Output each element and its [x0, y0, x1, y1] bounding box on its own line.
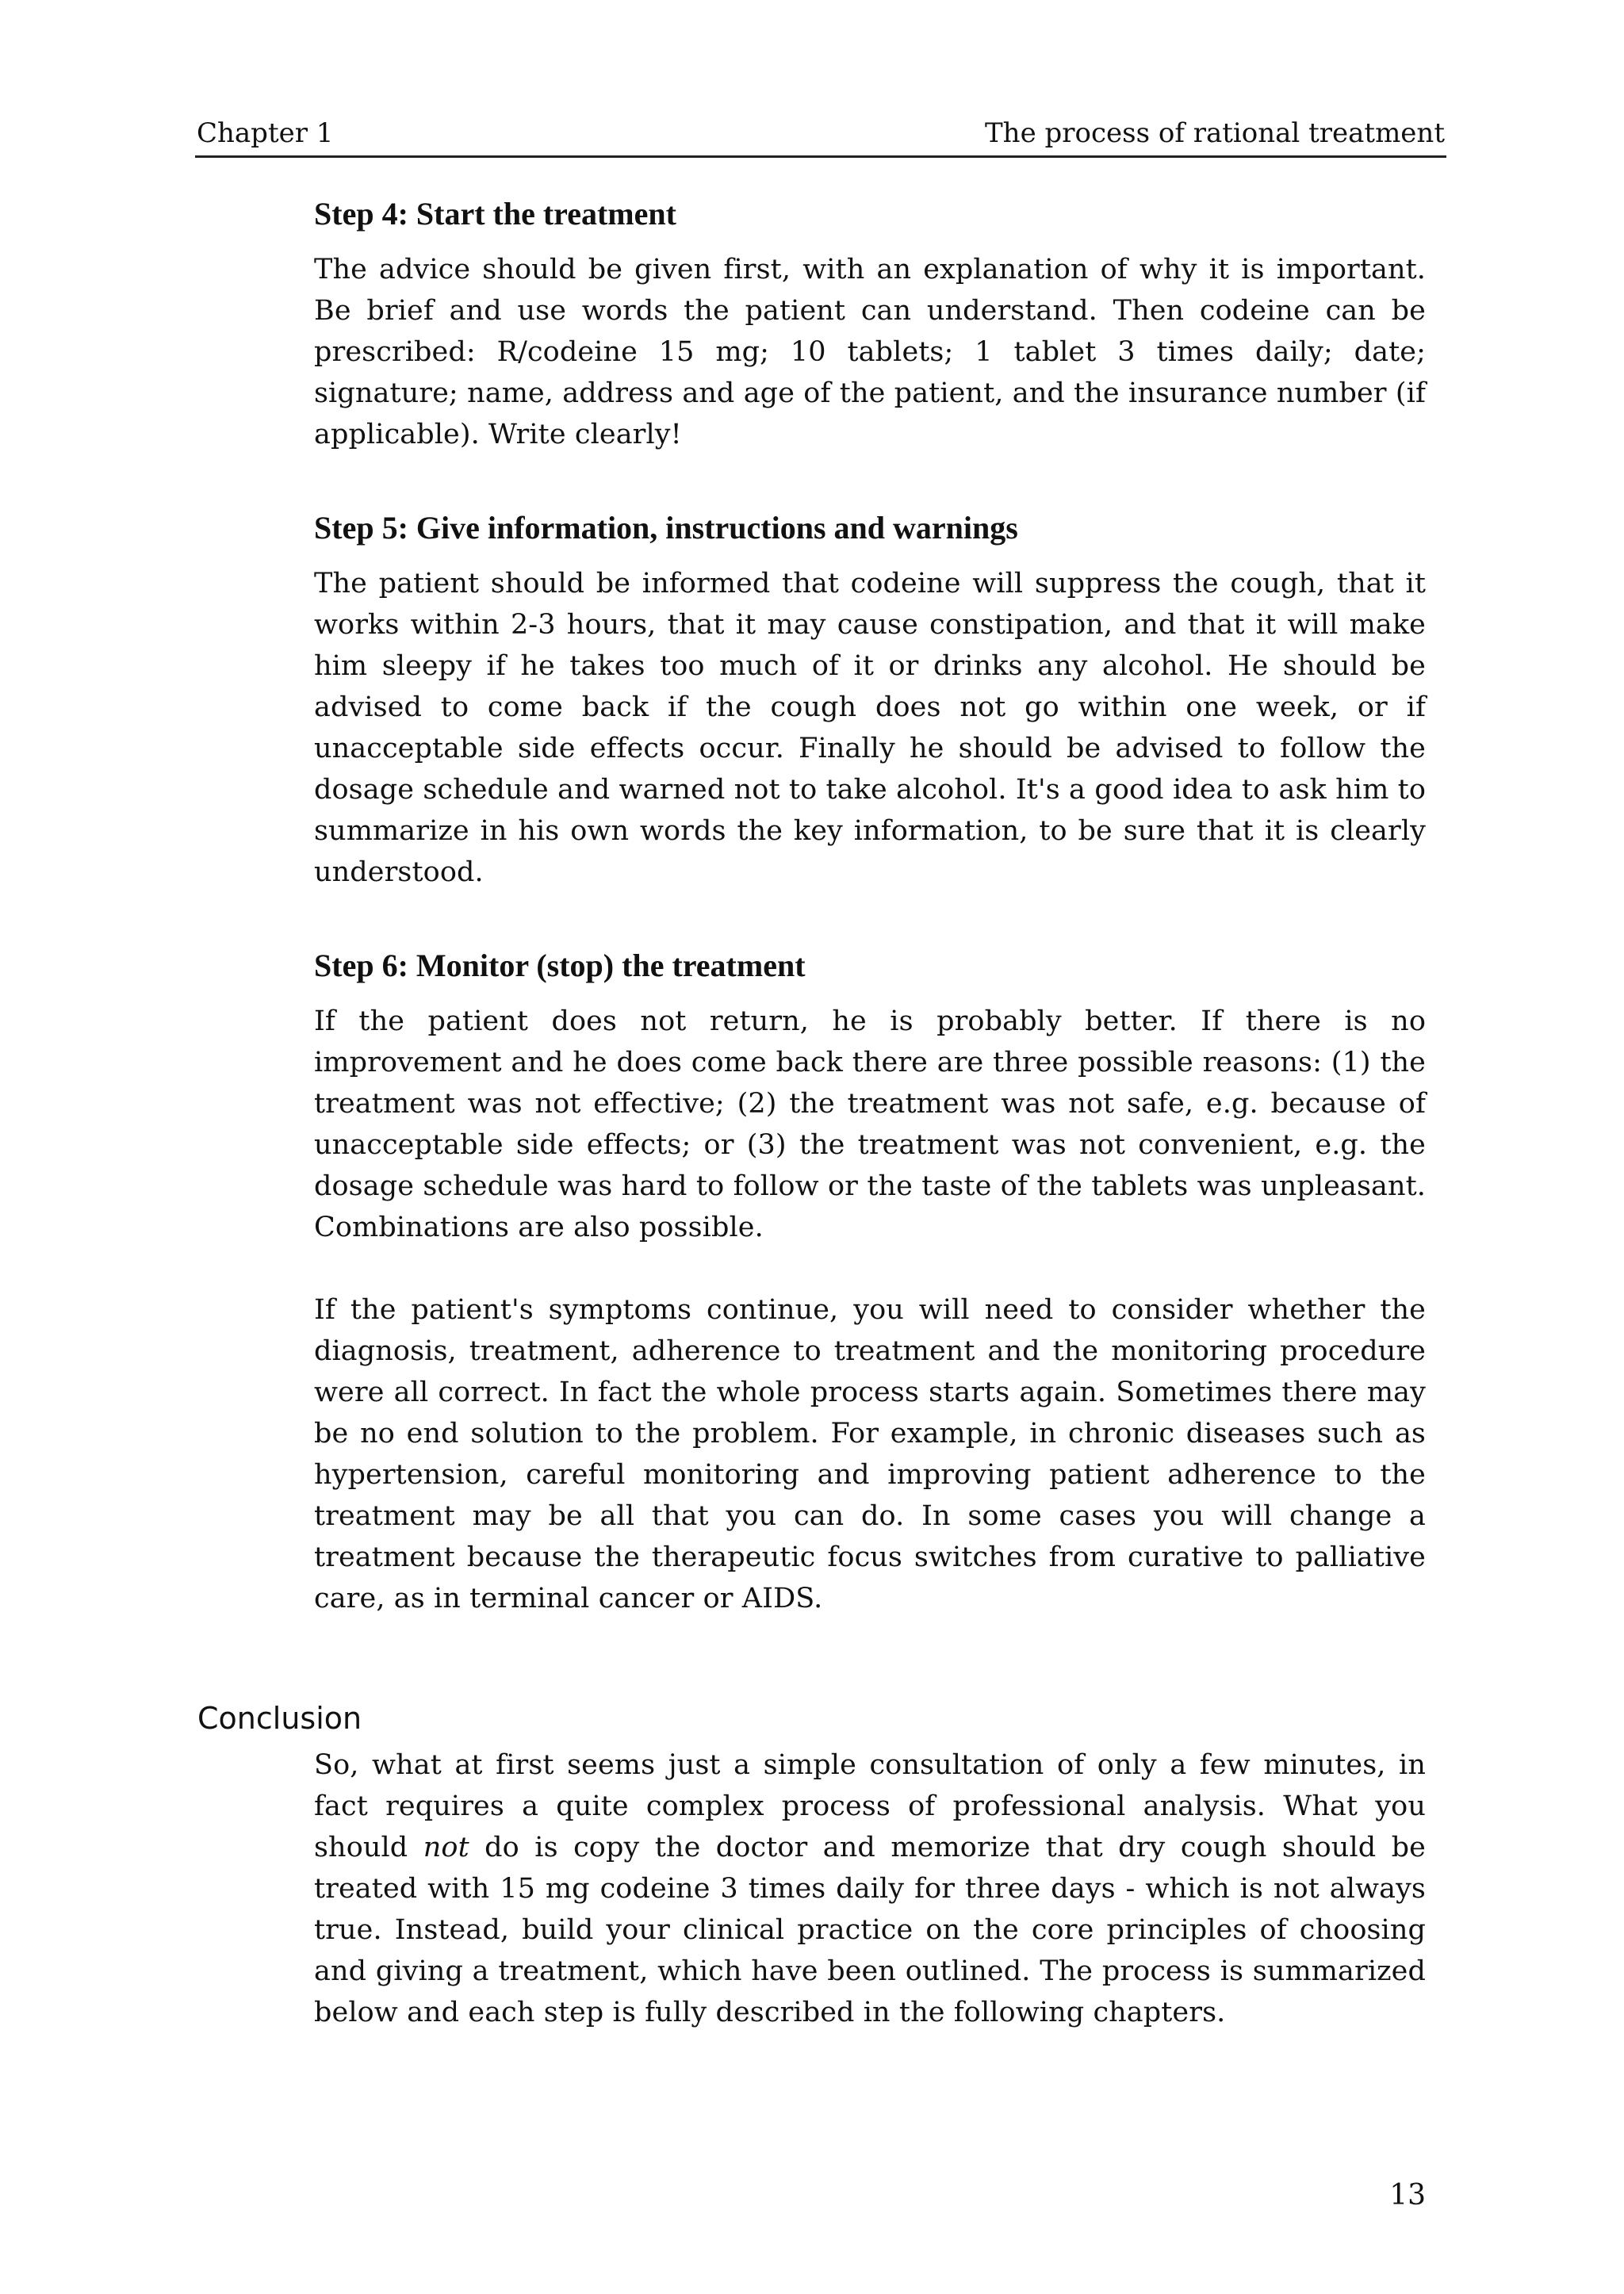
chapter-title: The process of rational treatment — [985, 117, 1445, 149]
step-6-paragraph-1: If the patient does not return, he is probably better. If there is no improvement and he does come back there are three possible reasons: (1) the treatment was not effective; (2) the treatment was not safe, e.g. because of unacceptable side effects; or (3) the treatment was not convenient, e.g. the dosage schedule was hard to follow or the taste of the tablets was unpleasant. Combinations are also possible. — [314, 1005, 1426, 1243]
chapter-label: Chapter 1 — [197, 117, 334, 149]
step-6-heading: Step 6: Monitor (stop) the treatment — [314, 948, 806, 983]
step-6-paragraph-2: If the patient's symptoms continue, you will need to consider whether the diagnosis, treatment, adherence to treatment and the monitoring procedure were all correct. In fact the whole process starts again. Sometimes there may be no end solution to the problem. For example, in chronic diseases such as hypertension, careful monitoring and improving patient adherence to the treatment may be all that you can do. In some cases you will change a treatment because the therapeutic focus switches from curative to palliative care, as in terminal cancer or AIDS. — [314, 1294, 1426, 1614]
step-4-paragraph: The advice should be given first, with an explanation of why it is important. Be brief and use words the patient can understand. Then codeine can be prescribed: R/codeine 15 mg; 10 tablets; 1 tablet 3 times daily; date; signature; name, address and age of the patient, and the insurance number (if applicable). Write clearly! — [314, 254, 1426, 450]
step-5-heading: Step 5: Give information, instructions and warnings — [314, 510, 1018, 546]
step-5-section — [314, 507, 1426, 893]
running-header — [195, 116, 1446, 158]
step-5-paragraph: The patient should be informed that codeine will suppress the cough, that it works within 2-3 hours, that it may cause constipation, and that it will make him sleepy if he takes too much of it or drinks any alcohol. He should be advised to come back if the cough does not go within one week, or if unacceptable side effects occur. Finally he should be advised to follow the dosage schedule and warned not to take alcohol. It's a good idea to ask him to summarize in his own words the key information, to be sure that it is clearly understood. — [314, 568, 1426, 888]
conclusion-heading: Conclusion — [197, 1700, 362, 1736]
main-content — [314, 193, 1426, 1619]
step-4-heading: Step 4: Start the treatment — [314, 196, 676, 232]
conclusion-text-end: do is copy the doctor and memorize that dry cough should be treated with 15 mg codeine 3 times daily for three days - which is not always true. Instead, build your clinical practice on the core principles of choosing and giving a treatment, which have been outlined. The process is summarized below and each step is fully described in the following chapters. — [314, 1832, 1426, 2028]
step-6-section — [314, 945, 1426, 1619]
page-number: 13 — [1389, 2179, 1426, 2212]
conclusion-section — [314, 1744, 1426, 2033]
conclusion-text-start: So, what at first seems just a simple consultation of only a few minutes, in fact requires a quite complex process of professional analysis. What you should — [314, 1749, 1426, 1863]
conclusion-emphasis: not — [423, 1832, 469, 1863]
step-4-section — [314, 193, 1426, 455]
conclusion-paragraph — [314, 1744, 1426, 2033]
